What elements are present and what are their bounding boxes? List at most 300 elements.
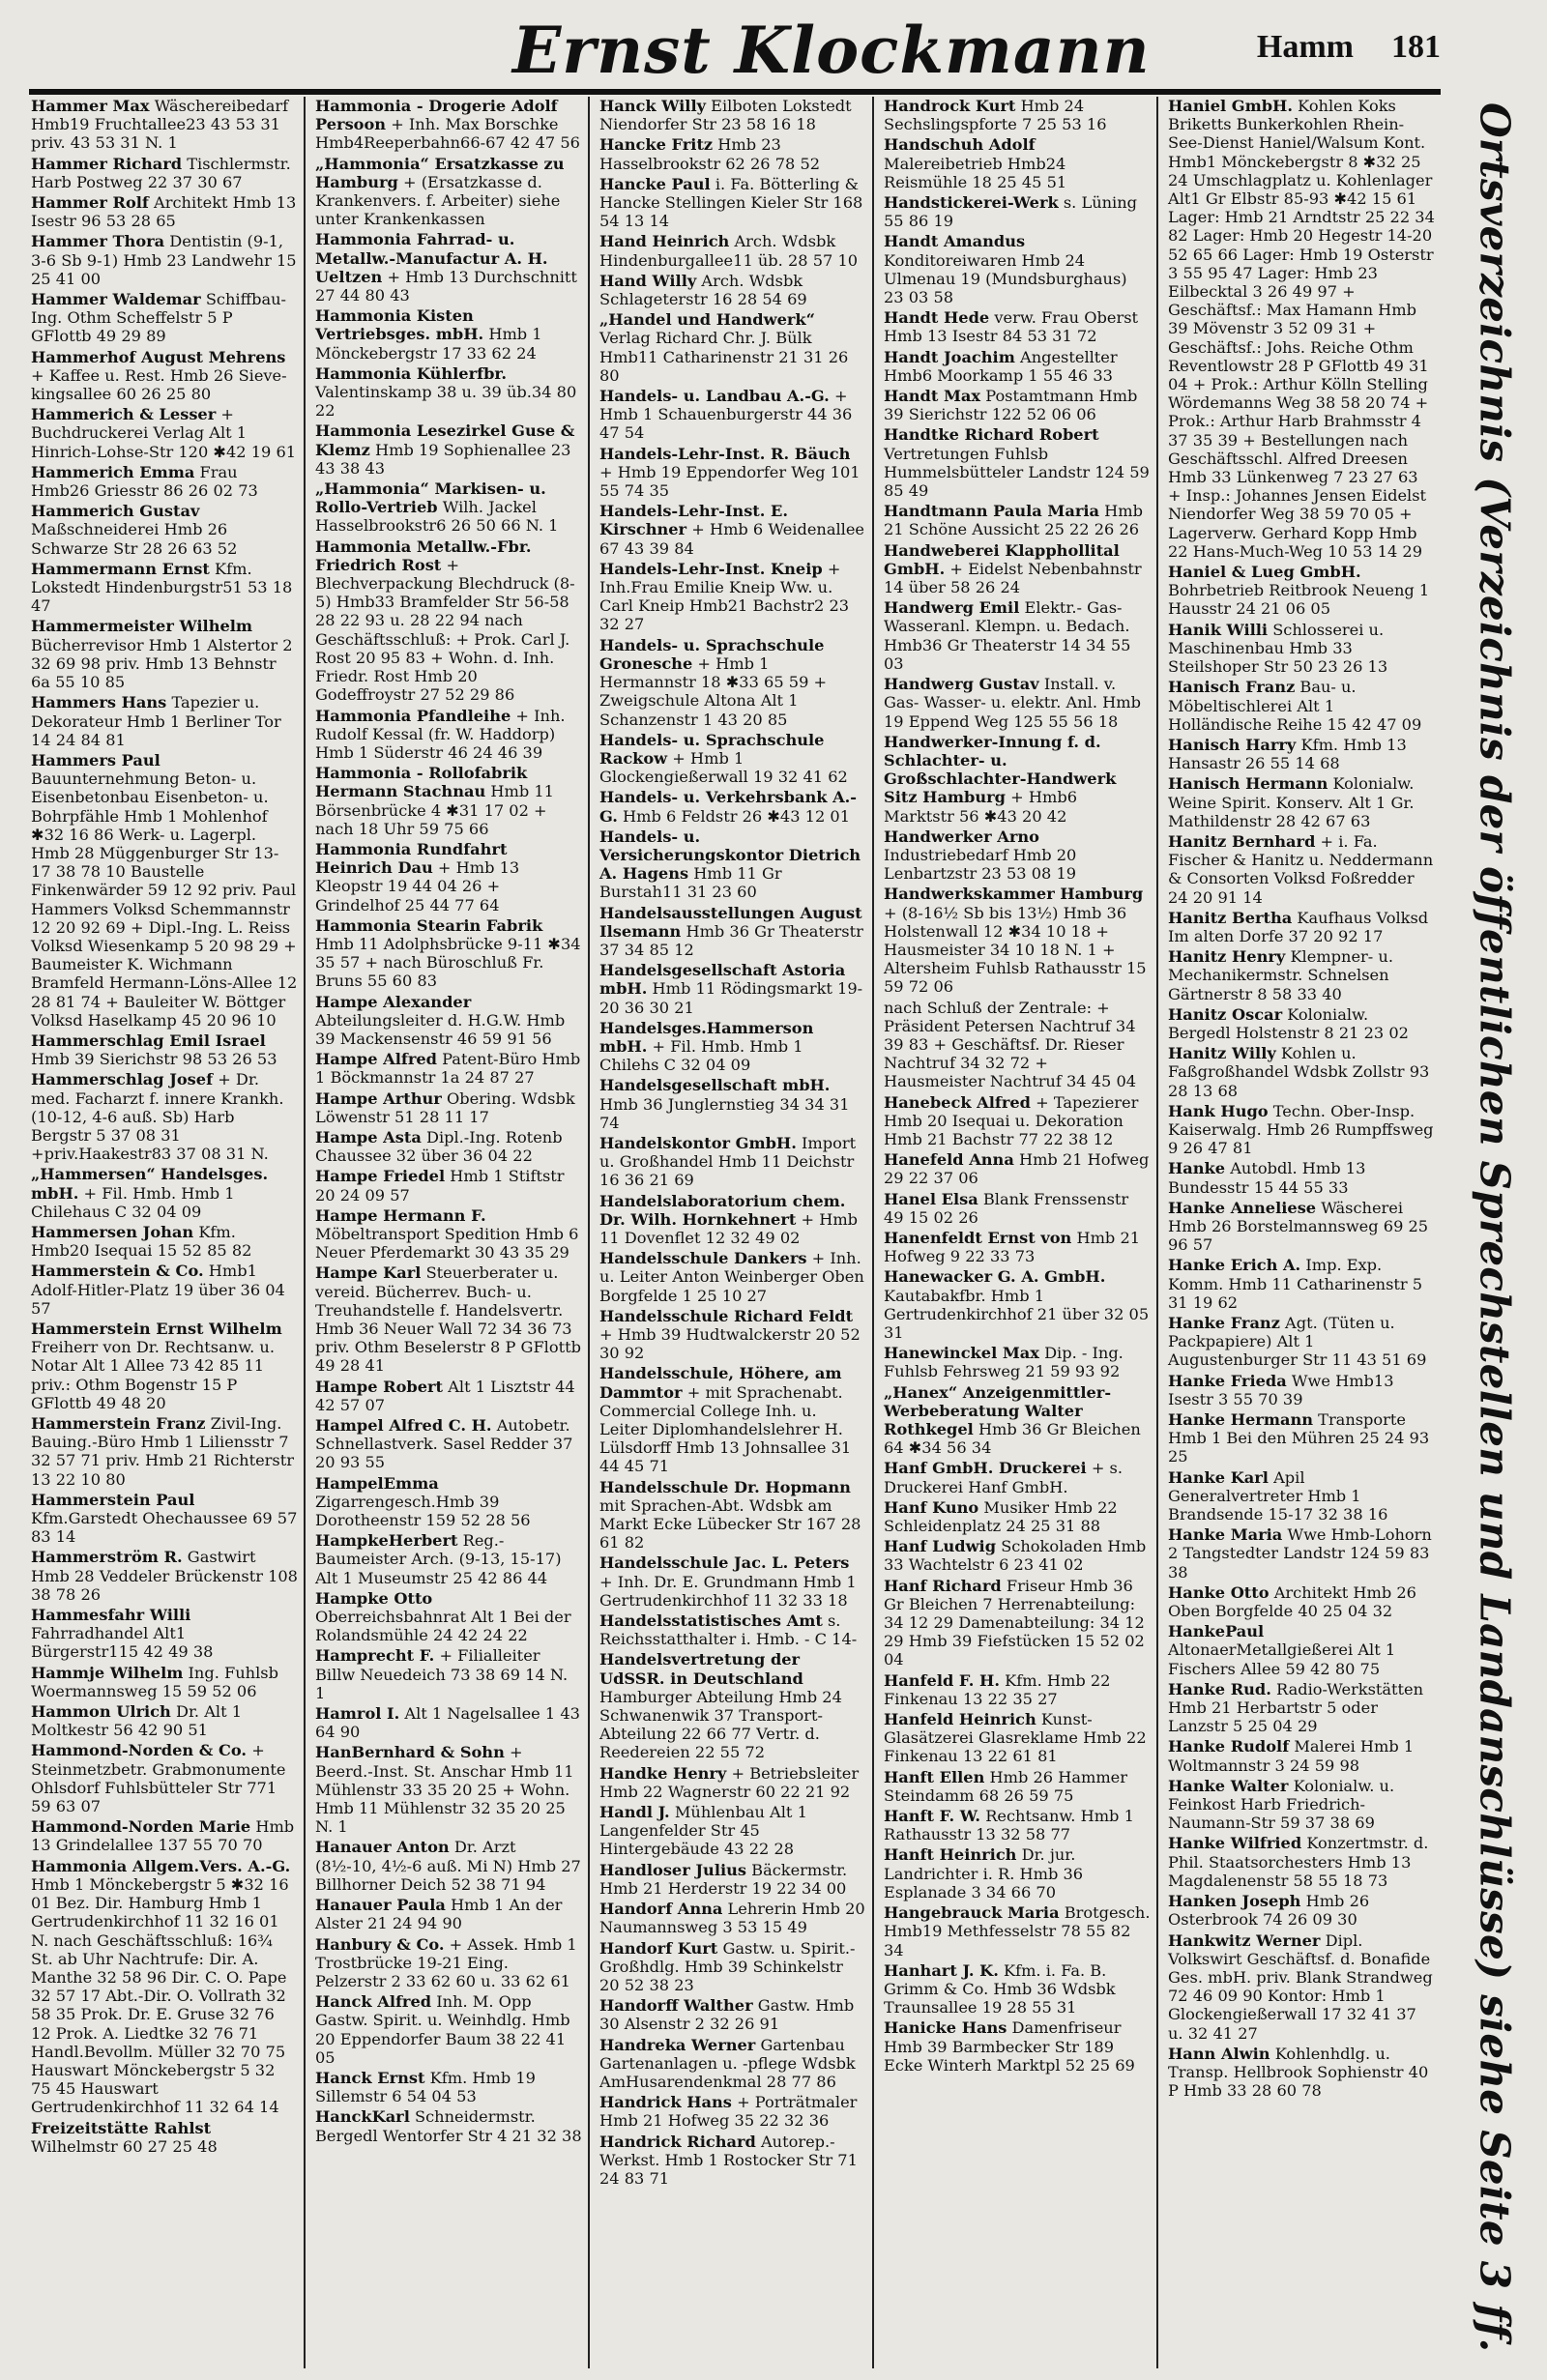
directory-entry xyxy=(599,310,866,385)
entry-details: Blank Frenssenstr 49 15 02 26 xyxy=(884,1189,1129,1227)
entry-details: Kaufhaus Volksd Im alten Dorfe 37 20 92 17 xyxy=(1168,908,1429,945)
entry-details: Wäschereibedarf Hmb19 Fruchtallee23 43 53 31 priv. 43 53 31 N. 1 xyxy=(31,97,289,153)
directory-entry xyxy=(31,1262,298,1318)
directory-entry xyxy=(1168,1372,1435,1408)
entry-name: Hanhart J. K. xyxy=(884,1960,999,1980)
directory-entry xyxy=(884,885,1151,996)
directory-entry xyxy=(315,1646,582,1702)
entry-details: + Hmb 1 Glockengießerwall 19 32 41 62 xyxy=(599,748,848,787)
entry-details: + Hmb 1 Schauenburgerstr 44 36 47 54 xyxy=(599,387,853,443)
entry-details: Ing. Fuhlsb Woermannsweg 15 59 52 06 xyxy=(31,1663,278,1700)
directory-entry xyxy=(31,290,298,346)
entry-details: Hmb 13 Grindelallee 137 55 70 70 xyxy=(31,1817,295,1855)
entry-details: + Eidelst Nebenbahnstr 14 über 58 26 24 xyxy=(884,559,1142,597)
entry-details: Dipl. Volkswirt Geschäftsf. d. Bonafide Ges. mbH. priv. Blank Strandweg 72 46 09 90 Kontor: Hmb 1 Glockengießerwall 17 32 41 37 u. 32 41 27 xyxy=(1168,1930,1433,2043)
directory-entry xyxy=(31,617,298,691)
entry-details: Architekt Hmb 13 Isestr 96 53 28 65 xyxy=(31,193,297,231)
entry-name: Hammermann Ernst xyxy=(31,559,210,578)
directory-entry xyxy=(884,97,1151,133)
directory-entry xyxy=(599,175,866,231)
entry-name: Hanke Erich A. xyxy=(1168,1256,1301,1275)
directory-entry xyxy=(1168,1199,1435,1255)
entry-name: Hankwitz Werner xyxy=(1168,1930,1321,1950)
directory-entry xyxy=(1168,1680,1435,1736)
entry-name: Hammermeister Wilhelm xyxy=(31,617,253,636)
directory-entry xyxy=(884,1961,1151,2017)
directory-entry xyxy=(599,1134,866,1190)
entry-name: Handels- u. Versicherungskontor Dietrich A. Hagens xyxy=(599,827,861,884)
directory-entry xyxy=(884,999,1151,1091)
entry-details: Bauunternehmung Beton- u. Eisenbetonbau Eisenbeton- u. Bohrpfähle Hmb 1 Mohlenhof ✱32 16 86 Werk- u. Lagerpl. Hmb 28 Müggenburger Str 13-17 38 78 10 Baustelle Finkenwärder 59 12 92 priv. Paul Hammers Volksd Schemmannstr 12 20 92 69 + Dipl.-Ing. L. Reiss Volksd Wiesenkamp 5 20 98 29 + Baumeister K. Wichmann Bramfeld Hermann-Löns-Allee 12 28 81 74 + Bauleiter W. Böttger Volksd Haselkamp 45 20 96 10 xyxy=(31,769,298,1030)
entry-name: Hanik Willi xyxy=(1168,620,1269,639)
entry-name: Hampe Robert xyxy=(315,1377,444,1396)
directory-entry xyxy=(315,1167,582,1204)
entry-details: Kfm. Hmb 13 Hansastr 26 55 14 68 xyxy=(1168,735,1407,773)
directory-entry xyxy=(599,1611,866,1648)
entry-details: Mühlenbau Alt 1 Langenfelder Str 45 Hintergebäude 43 22 28 xyxy=(599,1803,807,1859)
directory-entry xyxy=(599,502,866,558)
directory-entry xyxy=(315,1128,582,1165)
entry-name: Hanke Frieda xyxy=(1168,1371,1287,1390)
entry-name: Handelskontor GmbH. xyxy=(599,1133,797,1152)
entry-details: Fahrradhandel Alt1 Bürgerstr115 42 49 38 xyxy=(31,1624,214,1662)
directory-entry xyxy=(599,1076,866,1132)
entry-name: Handwerg Gustav xyxy=(884,675,1039,694)
entry-name: Handelsges.Hammerson mbH. xyxy=(599,1018,814,1056)
entry-details: Oberreichsbahnrat Alt 1 Bei der Rolandsmühle 24 42 24 22 xyxy=(315,1608,571,1645)
entry-name: Haniel & Lueg GmbH. xyxy=(1168,563,1361,582)
entry-details: Friseur Hmb 36 Gr Bleichen 7 Herrenabteilung: 34 12 29 Damenabteilung: 34 12 29 Hmb 39 Fiefstücken 15 52 02 04 xyxy=(884,1576,1145,1669)
entry-name: Handweberei Klapphollital GmbH. xyxy=(884,540,1120,578)
entry-details: + Beerd.-Inst. St. Anschar Hmb 11 Mühlenstr 33 35 20 25 + Wohn. Hmb 11 Mühlenstr 32 35 20 25 N. 1 xyxy=(315,1743,574,1837)
entry-details: + Inh. Rudolf Kessal (fr. W. Haddorp) Hmb 1 Süderstr 46 24 46 39 xyxy=(315,706,566,762)
entry-details: Steuerberater u. vereid. Bücherrev. Buch- u. Treuhandstelle f. Handelsvertr. Hmb 36 Neuer Wall 72 34 36 73 priv. Othm Beselerstr 8 P GFlottb 49 28 41 xyxy=(315,1263,581,1376)
directory-entry xyxy=(599,232,866,269)
entry-details: Bau- u. Möbeltischlerei Alt 1 Holländische Reihe 15 42 47 09 xyxy=(1168,678,1422,734)
directory-entry xyxy=(884,1577,1151,1669)
entry-name: Hand Heinrich xyxy=(599,232,730,251)
entry-name: Handelsstatistisches Amt xyxy=(599,1611,823,1631)
entry-details: Patent-Büro Hmb 1 Böckmannstr 1a 24 87 27 xyxy=(315,1050,581,1088)
entry-details: Hmb 23 Hasselbrookstr 62 26 78 52 xyxy=(599,135,821,173)
directory-entry xyxy=(599,788,866,825)
entry-name: Hampke Otto xyxy=(315,1588,433,1608)
entry-details: Autobetr. Schnellastverk. Sasel Redder 37 20 93 55 xyxy=(315,1416,573,1472)
entry-name: Hammerstein Franz xyxy=(31,1414,206,1434)
entry-details: Dr. jur. Landrichter i. R. Hmb 36 Esplanade 3 34 66 70 xyxy=(884,1845,1084,1901)
directory-entry xyxy=(599,1803,866,1859)
entry-details: Bücherrevisor Hmb 1 Alstertor 2 32 69 98 priv. Hmb 13 Behnstr 6a 55 10 85 xyxy=(31,635,293,692)
directory-columns xyxy=(29,97,1441,2368)
entry-details: Dipl.-Ing. Rotenb Chaussee 32 über 36 04 22 xyxy=(315,1127,563,1166)
entry-details: Kfm. Hmb 22 Finkenau 13 22 35 27 xyxy=(884,1670,1111,1708)
directory-entry xyxy=(31,232,298,288)
directory-entry xyxy=(1168,1525,1435,1582)
entry-name: Hanewacker G. A. GmbH. xyxy=(884,1267,1106,1287)
side-margin-note xyxy=(1450,102,1539,2353)
directory-entry xyxy=(884,1383,1151,1458)
entry-details: Kfm.Garstedt Ohechaussee 69 57 83 14 xyxy=(31,1509,298,1547)
entry-details: Hmb 36 Gr Theaterstr 37 34 85 12 xyxy=(599,921,863,959)
entry-name: Handwerkskammer Hamburg xyxy=(884,885,1144,904)
directory-entry xyxy=(315,1089,582,1126)
directory-entry xyxy=(315,840,582,914)
directory-entry xyxy=(315,1838,582,1894)
entry-details: Install. v. Gas- Wasser- u. elektr. Anl. Hmb 19 Eppend Weg 125 55 56 18 xyxy=(884,675,1141,731)
entry-name: Hampe Hermann F. xyxy=(315,1205,486,1225)
directory-entry xyxy=(31,1031,298,1068)
entry-name: Handels- u. Landbau A.-G. xyxy=(599,387,830,406)
entry-details: Hmb 36 Junglernstieg 34 34 31 74 xyxy=(599,1094,850,1132)
entry-name: Hanefeld Anna xyxy=(884,1150,1014,1170)
entry-details: Bäckermstr. Hmb 21 Herderstr 19 22 34 00 xyxy=(599,1860,848,1898)
directory-entry xyxy=(315,97,582,153)
entry-details: + Inh.Frau Emilie Kneip Ww. u. Carl Kneip Hmb21 Bachstr2 23 32 27 xyxy=(599,559,850,634)
entry-name: Handt Max xyxy=(884,387,981,406)
brand-logo: Ernst Klockmann xyxy=(512,13,1151,88)
entry-name: Hancke Paul xyxy=(599,174,711,193)
directory-entry xyxy=(884,1093,1151,1149)
entry-name: Hammerstein Paul xyxy=(31,1490,195,1509)
directory-entry xyxy=(884,675,1151,731)
directory-entry xyxy=(1168,1622,1435,1678)
entry-details: Alt 1 Nagelsallee 1 43 64 90 xyxy=(315,1704,580,1742)
column-1 xyxy=(29,97,306,2368)
directory-entry xyxy=(315,916,582,991)
entry-details: Dentistin (9-1, 3-6 Sb 9-1) Hmb 23 Landwehr 15 25 41 00 xyxy=(31,232,297,288)
directory-entry xyxy=(884,2018,1151,2075)
entry-name: „Handel und Handwerk“ xyxy=(599,310,815,330)
entry-details: + (8-16½ Sb bis 13½) Hmb 36 Holstenwall 12 ✱34 10 18 + Hausmeister 34 10 18 N. 1 + Altersheim Fuhlsb Rathausstr 15 59 72 06 xyxy=(884,903,1147,997)
entry-name: Hamrol I. xyxy=(315,1704,400,1724)
entry-name: Hammje Wilhelm xyxy=(31,1663,184,1682)
entry-name: Hammer Thora xyxy=(31,232,165,251)
directory-entry xyxy=(884,1903,1151,1959)
directory-entry xyxy=(315,2069,582,2105)
directory-entry xyxy=(599,97,866,133)
directory-entry xyxy=(315,364,582,421)
directory-entry xyxy=(1168,2045,1435,2101)
entry-name: Handt Hede xyxy=(884,308,990,328)
directory-entry xyxy=(884,1537,1151,1574)
entry-details: Kfm. i. Fa. B. Grimm & Co. Hmb 36 Wdsbk Traunsallee 19 28 55 31 xyxy=(884,1960,1116,2017)
directory-entry xyxy=(31,97,298,153)
directory-entry xyxy=(31,1741,298,1815)
entry-name: Handschuh Adolf xyxy=(884,135,1036,155)
column-3 xyxy=(598,97,874,2368)
entry-name: Handrick Richard xyxy=(599,2132,756,2151)
entry-name: Hanisch Harry xyxy=(1168,735,1297,754)
entry-details: Gastw. Hmb 30 Alsenstr 2 32 26 91 xyxy=(599,1996,855,2034)
entry-name: Handorff Walther xyxy=(599,1996,753,2016)
entry-details: Hmb 6 Feldstr 26 ✱43 12 01 xyxy=(623,806,851,826)
entry-details: Hmb 24 Sechslingspforte 7 25 53 16 xyxy=(884,97,1107,134)
entry-name: Hammer Waldemar xyxy=(31,290,201,309)
entry-details: s. Reichsstatthalter i. Hmb. - C 14- xyxy=(599,1611,858,1649)
entry-name: Hanauer Anton xyxy=(315,1838,450,1857)
entry-details: + Hmb 13 Kleopstr 19 44 04 26 + Grindelhof 25 44 77 64 xyxy=(315,858,520,914)
entry-name: Hammerstein & Co. xyxy=(31,1262,204,1281)
directory-entry xyxy=(31,751,298,1030)
entry-name: Hanke Franz xyxy=(1168,1314,1280,1332)
entry-name: Hanebeck Alfred xyxy=(884,1092,1031,1112)
directory-entry xyxy=(599,827,866,902)
entry-details: + s. Druckerei Hanf GmbH. xyxy=(884,1459,1123,1496)
entry-details: Reg.-Baumeister Arch. (9-13, 15-17) Alt 1 Museumstr 25 42 86 44 xyxy=(315,1531,562,1587)
directory-entry xyxy=(315,1935,582,1991)
entry-details: Schlosserei u. Maschinenbau Hmb 33 Steilshoper Str 50 23 26 13 xyxy=(1168,620,1388,677)
entry-details: Hamburger Abteilung Hmb 24 Schwanenwik 37 Transport-Abteilung 22 66 77 Vertr. d. Reedereien 22 55 72 xyxy=(599,1687,842,1762)
entry-details: Postamtmann Hmb 39 Sierichstr 122 52 06 06 xyxy=(884,387,1138,424)
directory-entry xyxy=(884,1768,1151,1805)
entry-name: Handelsschule Richard Feldt xyxy=(599,1306,854,1325)
entry-details: Kohlen Koks Briketts Bunkerkohlen Rhein-See-Dienst Haniel/Walsum Kont. Hmb1 Mönckebergstr 8 ✱32 25 24 Umschlagplatz u. Kohlenlager Alt1 Gr Elbstr 85-93 ✱42 15 61 Lager: Hmb 21 Arndtstr 25 22 34 82 Lager: Hmb 20 Hegestr 14-20 52 65 66 Lager: Hmb 19 Osterstr 3 55 95 47 Lager: Hmb 23 Eilbecktal 3 26 49 97 + Geschäftsf.: Max Hamann Hmb 39 Mövenstr 3 52 09 31 + Geschäftsf.: Johs. Reiche Othm Reventlowstr 28 P GFlottb 49 31 04 + Prok.: Arthur Kölln Stelling Wördemanns Weg 38 58 20 74 + Prok.: Arthur Harb Brahmsstr 4 37 35 39 + Bestellungen nach Geschäftsschl. Alfred Dreesen Hmb 33 Lünkenweg 7 23 27 63 + Insp.: Johannes Jensen Eidelst Niendorfer Weg 38 59 70 05 + Lagerverw. Gerhard Kopp Hmb 22 Hans-Much-Weg 10 53 14 29 xyxy=(1168,97,1435,561)
entry-details: Hmb1 Adolf-Hitler-Platz 19 über 36 04 57 xyxy=(31,1262,285,1318)
entry-details: Hmb 36 Gr Bleichen 64 ✱34 56 34 xyxy=(884,1420,1141,1458)
entry-details: + Porträtmaler Hmb 21 Hofweg 35 22 32 36 xyxy=(599,2093,858,2131)
directory-entry xyxy=(31,560,298,616)
entry-name: Hanke Rud. xyxy=(1168,1679,1271,1698)
directory-entry xyxy=(884,1344,1151,1380)
entry-name: Hammers Hans xyxy=(31,693,167,712)
directory-entry xyxy=(31,155,298,191)
entry-name: „Hanex“ Anzeigenmittler- Werbeberatung Walter Rothkegel xyxy=(884,1382,1112,1439)
entry-name: Hamprecht F. xyxy=(315,1646,435,1666)
entry-details: Malereibetrieb Hmb24 Reismühle 18 25 45 51 xyxy=(884,154,1067,191)
entry-details: Obering. Wdsbk Löwenstr 51 28 11 17 xyxy=(315,1088,575,1126)
entry-details: Dr. Arzt (8½-10, 4½-6 auß. Mi N) Hmb 27 Billhorner Deich 52 38 71 94 xyxy=(315,1838,581,1894)
entry-name: Hammer Max xyxy=(31,97,150,115)
directory-entry xyxy=(599,2093,866,2130)
directory-entry xyxy=(315,1050,582,1087)
entry-details: Hmb 11 Adolphsbrücke 9-11 ✱34 35 57 + nach Büroschluß Fr. Bruns 55 60 83 xyxy=(315,934,581,991)
directory-entry xyxy=(315,1589,582,1645)
entry-details: Bohrbetrieb Reitbrook Neueng 1 Hausstr 24 21 06 05 xyxy=(1168,581,1430,619)
directory-entry xyxy=(1168,736,1435,772)
entry-name: Handelsschule Dr. Hopmann xyxy=(599,1477,851,1496)
entry-details: + Blechverpackung Blechdruck (8-5) Hmb33 Bramfelder Str 56-58 28 22 93 u. 28 22 94 nach Geschäftsschluß: + Prok. Carl J. Rost 20 95 83 + Wohn. d. Inh. Friedr. Rost Hmb 20 Godeffroystr 27 52 29 86 xyxy=(315,555,575,705)
entry-name: HankePaul xyxy=(1168,1622,1265,1641)
directory-entry xyxy=(599,2133,866,2189)
entry-name: Hammerschlag Josef xyxy=(31,1070,214,1089)
entry-name: Hanitz Willy xyxy=(1168,1044,1276,1063)
entry-name: Handels-Lehr-Inst. R. Bäuch xyxy=(599,444,851,463)
directory-entry xyxy=(884,348,1151,385)
entry-details: Möbeltransport Spedition Hmb 6 Neuer Pferdemarkt 30 43 35 29 xyxy=(315,1224,579,1263)
directory-entry xyxy=(599,904,866,960)
directory-entry xyxy=(884,502,1151,538)
directory-entry xyxy=(1168,947,1435,1003)
directory-entry xyxy=(599,1996,866,2033)
directory-entry xyxy=(599,1861,866,1898)
entry-details: + Kaffee u. Rest. Hmb 26 Sieve-kingsallee 60 26 25 80 xyxy=(31,365,287,404)
entry-name: Hammerström R. xyxy=(31,1548,183,1567)
directory-entry xyxy=(599,272,866,308)
entry-details: + Hmb 11 Dovenflet 12 32 49 02 xyxy=(599,1209,859,1247)
entry-name: Hammon Ulrich xyxy=(31,1702,171,1722)
entry-details: Autorep.-Werkst. Hmb 1 Rostocker Str 71 24 83 71 xyxy=(599,2132,858,2188)
entry-name: Handl J. xyxy=(599,1803,670,1822)
directory-entry xyxy=(1168,1159,1435,1196)
directory-entry xyxy=(884,1459,1151,1495)
entry-details: + i. Fa. Fischer & Hanitz u. Neddermann & Consorten Volksd Foßredder 24 20 91 14 xyxy=(1168,831,1434,907)
entry-details: Hmb 26 Osterbrook 74 26 09 30 xyxy=(1168,1892,1370,1930)
entry-details: Wwe Hmb13 Isestr 3 55 70 39 xyxy=(1168,1371,1394,1408)
entry-details: Wilhelmstr 60 27 25 48 xyxy=(31,2136,218,2156)
directory-entry xyxy=(315,479,582,536)
entry-name: HampelEmma xyxy=(315,1473,439,1493)
entry-name: Hammerich & Lesser xyxy=(31,405,217,424)
entry-name: Handels-Lehr-Inst. Kneip xyxy=(599,559,823,578)
entry-name: HanBernhard & Sohn xyxy=(315,1743,505,1762)
entry-details: Kohlen u. Faßgroßhandel Wdsbk Zollstr 93 28 13 68 xyxy=(1168,1044,1430,1100)
directory-entry xyxy=(315,1474,582,1530)
directory-entry xyxy=(1168,1102,1435,1158)
directory-entry xyxy=(31,2119,298,2156)
entry-name: Hanauer Paula xyxy=(315,1896,446,1915)
directory-entry xyxy=(884,1150,1151,1187)
entry-name: Hammonia Stearin Fabrik xyxy=(315,915,543,935)
entry-details: Schokoladen Hmb 33 Wachtelstr 6 23 41 02 xyxy=(884,1537,1147,1575)
directory-entry xyxy=(31,193,298,230)
entry-details: + mit Sprachenabt. Commercial College Inh. u. Leiter Diplomhandelslehrer H. Lülsdorff Hmb 13 Johnsallee 31 44 45 71 xyxy=(599,1382,852,1476)
entry-details: + Filialleiter Billw Neuedeich 73 38 69 14 N. 1 xyxy=(315,1646,569,1702)
entry-name: Hanft Ellen xyxy=(884,1767,985,1786)
entry-details: Hmb 1 An der Alster 21 24 94 90 xyxy=(315,1896,563,1933)
entry-name: Hanken Joseph xyxy=(1168,1892,1301,1911)
entry-name: Hanbury & Co. xyxy=(315,1934,445,1954)
entry-name: Handwerg Emil xyxy=(884,598,1020,618)
entry-details: Konzertmstr. d. Phil. Staatsorchesters Hmb 13 Magdalenenstr 58 55 18 73 xyxy=(1168,1834,1429,1890)
entry-name: Handrick Hans xyxy=(599,2093,732,2112)
directory-entry xyxy=(315,993,582,1049)
entry-details: + Fil. Hmb. Hmb 1 Chilehaus C 32 04 09 xyxy=(31,1183,235,1221)
entry-name: Hampe Arthur xyxy=(315,1088,442,1108)
entry-name: Hammond-Norden & Co. xyxy=(31,1741,248,1760)
entry-details: Musiker Hmb 22 Schleidenplatz 24 25 31 88 xyxy=(884,1497,1118,1536)
entry-name: „Hammersen“ Handelsges. mbH. xyxy=(31,1165,269,1203)
entry-name: Handelsschule Dankers xyxy=(599,1249,807,1268)
entry-name: Handloser Julius xyxy=(599,1860,747,1879)
entry-details: Kfm. Lokstedt Hindenburgstr51 53 18 47 xyxy=(31,559,293,616)
entry-details: + Assek. Hmb 1 Trostbrücke 19-21 Eing. Pelzerstr 2 33 62 60 u. 33 62 61 xyxy=(315,1934,577,1990)
directory-entry xyxy=(599,961,866,1017)
entry-name: Hanf Ludwig xyxy=(884,1537,997,1556)
entry-name: Hanck Ernst xyxy=(315,2068,425,2087)
entry-name: Handke Henry xyxy=(599,1763,727,1783)
directory-entry xyxy=(599,636,866,729)
entry-name: Hanitz Oscar xyxy=(1168,1004,1283,1024)
entry-details: Tischlermstr. Harb Postweg 22 37 30 67 xyxy=(31,154,291,191)
directory-entry xyxy=(884,193,1151,230)
entry-name: Haniel GmbH. xyxy=(1168,97,1293,115)
entry-details: Klempner- u. Mechanikermstr. Schnelsen Gärtnerstr 8 58 33 40 xyxy=(1168,947,1393,1003)
entry-name: Hanke Karl xyxy=(1168,1467,1269,1487)
entry-details: Kohlenhdlg. u. Transp. Hellbrook Sophienstr 40 P Hmb 33 28 60 78 xyxy=(1168,2044,1429,2101)
entry-name: Handels- u. Sprachschule Rackow xyxy=(599,730,825,768)
directory-entry xyxy=(599,1364,866,1475)
entry-details: Hmb 21 Hofweg 9 22 33 73 xyxy=(884,1228,1141,1266)
directory-entry xyxy=(1168,1583,1435,1620)
entry-details: + Dr. med. Facharzt f. innere Krankh. (10-12, 4-6 auß. Sb) Harb Bergstr 5 37 08 31 +priv.Haakestr83 37 08 31 N. xyxy=(31,1070,284,1164)
directory-entry xyxy=(1168,97,1435,561)
directory-entry xyxy=(599,445,866,501)
entry-details: Arch. Wdsbk Schlageterstr 16 28 54 69 xyxy=(599,271,807,309)
entry-details: + Inh. Dr. E. Grundmann Hmb 1 Gertrudenkirchhof 11 32 33 18 xyxy=(599,1572,857,1610)
directory-entry xyxy=(315,537,582,705)
entry-name: Handels- u. Sprachschule Gronesche xyxy=(599,635,825,673)
page-number: 181 xyxy=(1391,29,1441,65)
entry-details: Valentinskamp 38 u. 39 üb.34 80 22 xyxy=(315,383,577,421)
entry-details: Hmb 1 Mönckebergstr 17 33 62 24 xyxy=(315,325,542,363)
entry-details: Techn. Ober-Insp. Kaiserwalg. Hmb 26 Rumpffsweg 9 26 47 81 xyxy=(1168,1101,1434,1158)
entry-name: Hammesfahr Willi xyxy=(31,1606,191,1625)
directory-entry xyxy=(1168,1737,1435,1774)
entry-name: Hanf GmbH. Druckerei xyxy=(884,1459,1087,1478)
entry-details: Lehrerin Hmb 20 Naumannsweg 3 53 15 49 xyxy=(599,1900,865,1937)
directory-entry xyxy=(1168,1410,1435,1466)
entry-name: Hanke Anneliese xyxy=(1168,1198,1317,1217)
directory-entry xyxy=(31,502,298,558)
entry-details: + Inh. Max Borschke Hmb4Reeperbahn66-67 42 47 56 xyxy=(315,115,580,153)
entry-details: Konditoreiwaren Hmb 24 Ulmenau 19 (Mundsburghaus) 23 03 58 xyxy=(884,250,1127,307)
directory-entry xyxy=(315,1206,582,1263)
entry-name: Handorf Kurt xyxy=(599,1938,718,1958)
entry-details: Gastw. u. Spirit.-Großhdlg. Hmb 39 Schinkelstr 20 52 38 23 xyxy=(599,1938,856,1994)
page-header xyxy=(29,12,1441,95)
entry-details: + Hmb 1 Hermannstr 18 ✱33 65 59 + Zweigschule Altona Alt 1 Schanzenstr 1 43 20 85 xyxy=(599,653,828,729)
entry-details: + Hmb6 Marktstr 56 ✱43 20 42 xyxy=(884,788,1077,826)
directory-entry xyxy=(1168,1777,1435,1833)
entry-details: + Hmb 13 Durchschnitt 27 44 80 43 xyxy=(315,267,577,305)
directory-entry xyxy=(884,308,1151,345)
entry-details: Inh. M. Opp Gastw. Spirit. u. Weinhdlg. Hmb 20 Eppendorfer Baum 38 22 41 05 xyxy=(315,1992,570,2067)
entry-name: Hanck Alfred xyxy=(315,1992,432,2012)
entry-details: Import u. Großhandel Hmb 11 Deichstr 16 36 21 69 xyxy=(599,1133,857,1190)
entry-details: Autobdl. Hmb 13 Bundesstr 15 44 55 33 xyxy=(1168,1159,1366,1197)
entry-name: Hammerich Emma xyxy=(31,462,195,481)
entry-name: Hammerhof August Mehrens xyxy=(31,347,286,366)
entry-name: Hanenfeldt Ernst von xyxy=(884,1228,1072,1247)
entry-details: Wäscherei Hmb 26 Borstelmannsweg 69 25 96 57 xyxy=(1168,1198,1429,1255)
entry-details: i. Fa. Bötterling & Hancke Stellingen Kieler Str 168 54 13 14 xyxy=(599,174,863,231)
directory-entry xyxy=(31,1165,298,1221)
entry-name: Hanicke Hans xyxy=(884,2018,1007,2038)
entry-name: Hanf Richard xyxy=(884,1576,1002,1595)
column-5 xyxy=(1166,97,1441,2368)
entry-name: Hangebrauck Maria xyxy=(884,1903,1060,1923)
entry-details: Hmb 39 Sierichstr 98 53 26 53 xyxy=(31,1050,277,1069)
entry-details: Kfm. Hmb20 Isequai 15 52 85 82 xyxy=(31,1222,252,1261)
entry-details: Hmb 11 Gr Burstah11 31 23 60 xyxy=(599,864,782,902)
entry-name: Handelslaboratorium chem. Dr. Wilh. Hornkehnert xyxy=(599,1191,846,1229)
directory-entry xyxy=(599,1650,866,1761)
entry-name: Hammond-Norden Marie xyxy=(31,1817,251,1837)
entry-name: Hanisch Hermann xyxy=(1168,774,1328,794)
directory-entry xyxy=(884,1229,1151,1265)
entry-details: Dr. Alt 1 Moltkestr 56 42 90 51 xyxy=(31,1702,243,1740)
running-head: Hamm xyxy=(1256,29,1354,65)
entry-name: Hanck Willy xyxy=(599,97,707,115)
entry-details: verw. Frau Oberst Hmb 13 Isestr 84 53 31 72 xyxy=(884,308,1139,346)
entry-name: Hampe Alexander xyxy=(315,992,472,1011)
entry-details: Vertretungen Fuhlsb Hummelsbütteler Landstr 124 59 85 49 xyxy=(884,444,1150,501)
directory-entry xyxy=(599,1249,866,1305)
directory-entry xyxy=(884,1190,1151,1227)
entry-name: Hanke Otto xyxy=(1168,1582,1270,1602)
entry-name: Handreka Werner xyxy=(599,2035,756,2054)
directory-entry xyxy=(315,764,582,838)
